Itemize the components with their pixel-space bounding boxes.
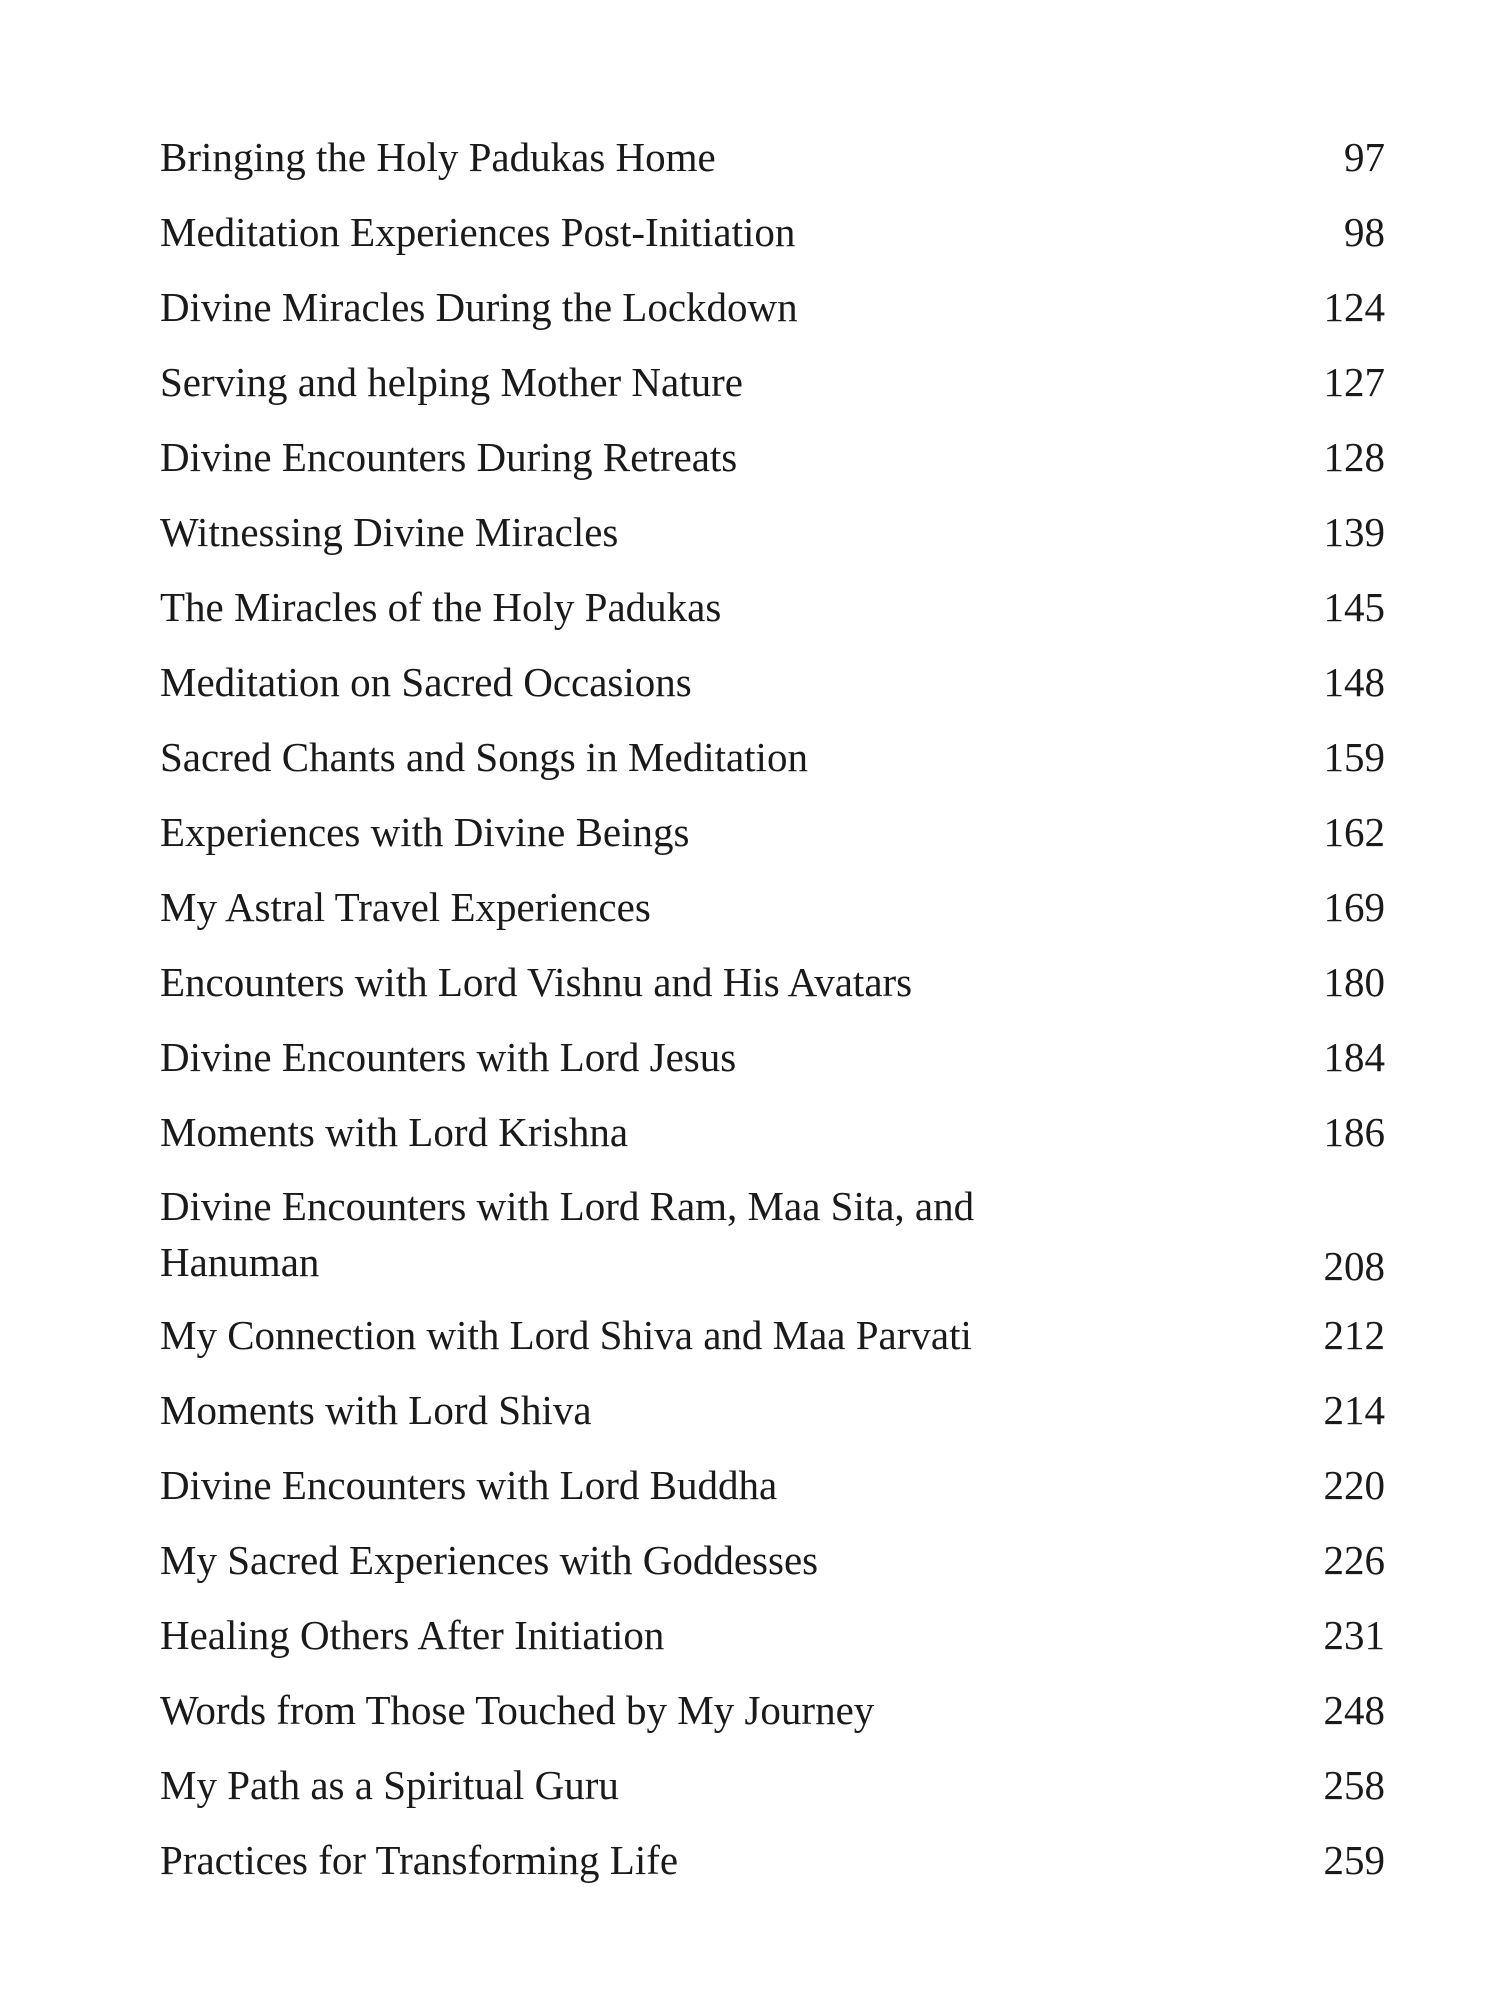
table-of-contents: [160, 120, 1385, 1898]
toc-entry-title: Moments with Lord Krishna: [160, 1109, 629, 1155]
toc-entry-page-number: 184: [1323, 1034, 1385, 1080]
toc-entry-page-number: 180: [1323, 959, 1385, 1005]
toc-entry: [160, 495, 1385, 570]
toc-entry-title: Words from Those Touched by My Journey: [160, 1687, 875, 1733]
toc-entry-title: Moments with Lord Shiva: [160, 1387, 592, 1433]
toc-entry-title: My Path as a Spiritual Guru: [160, 1762, 619, 1808]
toc-entry: [160, 795, 1385, 870]
toc-entry-page-number: 169: [1323, 884, 1385, 930]
toc-entry: [160, 270, 1385, 345]
toc-entry: [160, 195, 1385, 270]
toc-entry: [160, 945, 1385, 1020]
toc-entry: [160, 570, 1385, 645]
toc-entry-page-number: 162: [1323, 809, 1385, 855]
toc-entry-page-number: 145: [1323, 584, 1385, 630]
toc-entry-title: Divine Encounters with Lord Ram, Maa Sita, and Hanuman: [160, 1183, 975, 1285]
toc-entry-title: The Miracles of the Holy Padukas: [160, 584, 722, 630]
toc-entry-page-number: 258: [1323, 1762, 1385, 1808]
toc-entry-page-number: 259: [1323, 1837, 1385, 1883]
toc-entry-title: Divine Encounters with Lord Buddha: [160, 1462, 778, 1508]
toc-entry-page-number: 98: [1344, 209, 1385, 255]
toc-entry: [160, 1823, 1385, 1898]
toc-entry-page-number: 214: [1323, 1387, 1385, 1433]
toc-entry: [160, 645, 1385, 720]
toc-entry: [160, 720, 1385, 795]
toc-entry-page-number: 220: [1323, 1462, 1385, 1508]
toc-entry-page-number: 248: [1323, 1687, 1385, 1733]
toc-entry-page-number: 139: [1323, 509, 1385, 555]
toc-entry: [160, 1448, 1385, 1523]
toc-entry: [160, 870, 1385, 945]
toc-entry-page-number: 212: [1323, 1312, 1385, 1358]
toc-entry-title: Experiences with Divine Beings: [160, 809, 690, 855]
toc-entry-page-number: 127: [1323, 359, 1385, 405]
toc-entry: [160, 1020, 1385, 1095]
toc-entry: [160, 1523, 1385, 1598]
toc-entry-title: Divine Encounters with Lord Jesus: [160, 1034, 737, 1080]
toc-entry-page-number: 226: [1323, 1537, 1385, 1583]
toc-entry: [160, 1673, 1385, 1748]
toc-entry-title: Divine Encounters During Retreats: [160, 434, 738, 480]
toc-entry-title: Healing Others After Initiation: [160, 1612, 665, 1658]
toc-entry: [160, 1598, 1385, 1673]
toc-entry: [160, 420, 1385, 495]
toc-entry-title: My Astral Travel Experiences: [160, 884, 651, 930]
toc-entry-title: Divine Miracles During the Lockdown: [160, 284, 798, 330]
toc-entry: [160, 120, 1385, 195]
toc-entry-page-number: 208: [1323, 1243, 1385, 1289]
toc-entry-title: Serving and helping Mother Nature: [160, 359, 743, 405]
toc-entry-page-number: 148: [1323, 659, 1385, 705]
toc-entry-title: Witnessing Divine Miracles: [160, 509, 619, 555]
toc-entry-page-number: 231: [1323, 1612, 1385, 1658]
toc-entry: [160, 1748, 1385, 1823]
toc-entry: [160, 1373, 1385, 1448]
toc-entry-page-number: 128: [1323, 434, 1385, 480]
toc-entry-page-number: 186: [1323, 1109, 1385, 1155]
toc-entry-title: My Sacred Experiences with Goddesses: [160, 1537, 819, 1583]
toc-entry-title: My Connection with Lord Shiva and Maa Parvati: [160, 1312, 972, 1358]
toc-entry-title: Encounters with Lord Vishnu and His Avatars: [160, 959, 913, 1005]
toc-entry-title: Meditation on Sacred Occasions: [160, 659, 692, 705]
toc-entry-page-number: 159: [1323, 734, 1385, 780]
toc-entry: [160, 345, 1385, 420]
toc-entry: [160, 1095, 1385, 1170]
toc-entry: [160, 1170, 1385, 1298]
toc-entry-page-number: 97: [1344, 134, 1385, 180]
toc-entry-title: Practices for Transforming Life: [160, 1837, 679, 1883]
toc-entry-page-number: 124: [1323, 284, 1385, 330]
toc-entry: [160, 1298, 1385, 1373]
toc-entry-title: Meditation Experiences Post-Initiation: [160, 209, 796, 255]
toc-entry-title: Bringing the Holy Padukas Home: [160, 134, 716, 180]
toc-entry-title: Sacred Chants and Songs in Meditation: [160, 734, 808, 780]
